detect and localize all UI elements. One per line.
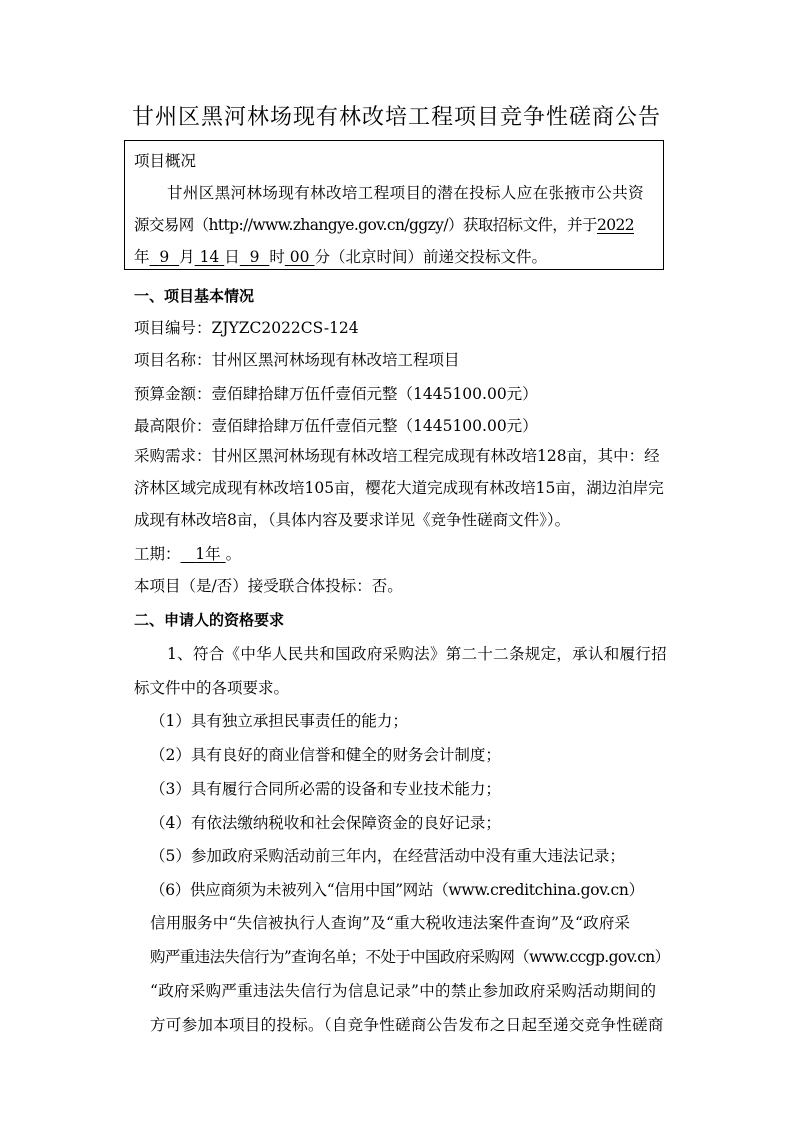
- requirement-3: （3）具有履行合同所必需的设备和专业技术能力；: [150, 780, 501, 798]
- work-period: [134, 544, 241, 564]
- day-unit: 日: [224, 248, 240, 266]
- deadline-month-value: 9: [159, 248, 170, 266]
- budget-amount: 预算金额：壹佰肆拾肆万伍仟壹佰元整（1445100.00元）: [134, 385, 538, 403]
- requirement-6-line-1: （6）供应商须为未被列入“信用中国”网站（www.creditchina.gov.cn）: [150, 881, 644, 899]
- year-unit: 年: [134, 248, 150, 266]
- deadline-hour-value: 9: [249, 248, 260, 266]
- requirement-6-line-3: 购严重违法失信行为”查询名单；不处于中国政府采购网（www.ccgp.gov.cn）: [150, 948, 670, 966]
- requirement-6-line-5: 方可参加本项目的投标。（自竞争性磋商公告发布之日起至递交竞争性磋商: [150, 1016, 664, 1034]
- period-value: [181, 545, 226, 563]
- deadline-hour: [240, 248, 270, 266]
- hour-unit: 时: [269, 248, 285, 266]
- deadline-minute-value: 00: [289, 248, 310, 266]
- requirement-1: （1）具有独立承担民事责任的能力；: [150, 712, 408, 730]
- deadline-year: 2022: [596, 216, 634, 234]
- period-end: 。: [225, 545, 242, 563]
- section-2-heading: 二、申请人的资格要求: [134, 611, 285, 629]
- requirement-5: （5）参加政府采购活动前三年内，在经营活动中没有重大违法记录；: [150, 847, 625, 865]
- requirement-item-1-line-1: 1、符合《中华人民共和国政府采购法》第二十二条规定，承认和履行招: [167, 645, 667, 663]
- period-label: 工期：: [134, 545, 181, 563]
- requirement-6-line-4: “政府采购严重违法失信行为信息记录”中的禁止参加政府采购活动期间的: [150, 982, 657, 1000]
- overview-heading: 项目概况: [134, 152, 197, 170]
- overview-line-2: [134, 215, 634, 235]
- demand-line-1: 采购需求：甘州区黑河林场现有林改培工程完成现有林改培128亩，其中：经: [134, 447, 660, 465]
- overview-line-3: [134, 247, 547, 267]
- max-price: 最高限价：壹佰肆拾肆万伍仟壹佰元整（1445100.00元）: [134, 417, 538, 435]
- section-1-heading: 一、项目基本情况: [134, 287, 255, 305]
- project-number: 项目编号：ZJYZC2022CS-124: [134, 319, 359, 337]
- deadline-day: [195, 248, 225, 266]
- project-name: 项目名称：甘州区黑河林场现有林改培工程项目: [134, 351, 460, 369]
- requirement-4: （4）有依法缴纳税收和社会保障资金的良好记录；: [150, 814, 501, 832]
- document-title: 甘州区黑河林场现有林改培工程项目竞争性磋商公告: [131, 105, 661, 130]
- consortium-note: 本项目（是/否）接受联合体投标：否。: [134, 577, 403, 595]
- overview-line-2-text: 源交易网（http://www.zhangye.gov.cn/ggzy/）获取招标文件，并于: [134, 216, 597, 234]
- demand-line-2: 济林区域完成现有林改培105亩，樱花大道完成现有林改培15亩，湖边泊岸完: [134, 479, 664, 497]
- deadline-day-value: 14: [199, 248, 220, 266]
- deadline-month: [150, 248, 180, 266]
- overview-line-1: 甘州区黑河林场现有林改培工程项目的潜在投标人应在张掖市公共资: [167, 184, 645, 202]
- deadline-minute: [285, 248, 315, 266]
- requirement-item-1-line-2: 标文件中的各项要求。: [134, 679, 290, 697]
- requirement-2: （2）具有良好的商业信誉和健全的财务会计制度；: [150, 746, 501, 764]
- demand-line-3: 成现有林改培8亩，（具体内容及要求详见《竞争性磋商文件》）。: [134, 511, 571, 529]
- requirement-6-line-2: 信用服务中“失信被执行人查询”及“重大税收违法案件查询”及“政府采: [150, 914, 631, 932]
- month-unit: 月: [179, 248, 195, 266]
- minute-unit: 分（北京时间）前递交投标文件。: [314, 248, 547, 266]
- period-value-text: 1年: [195, 545, 221, 563]
